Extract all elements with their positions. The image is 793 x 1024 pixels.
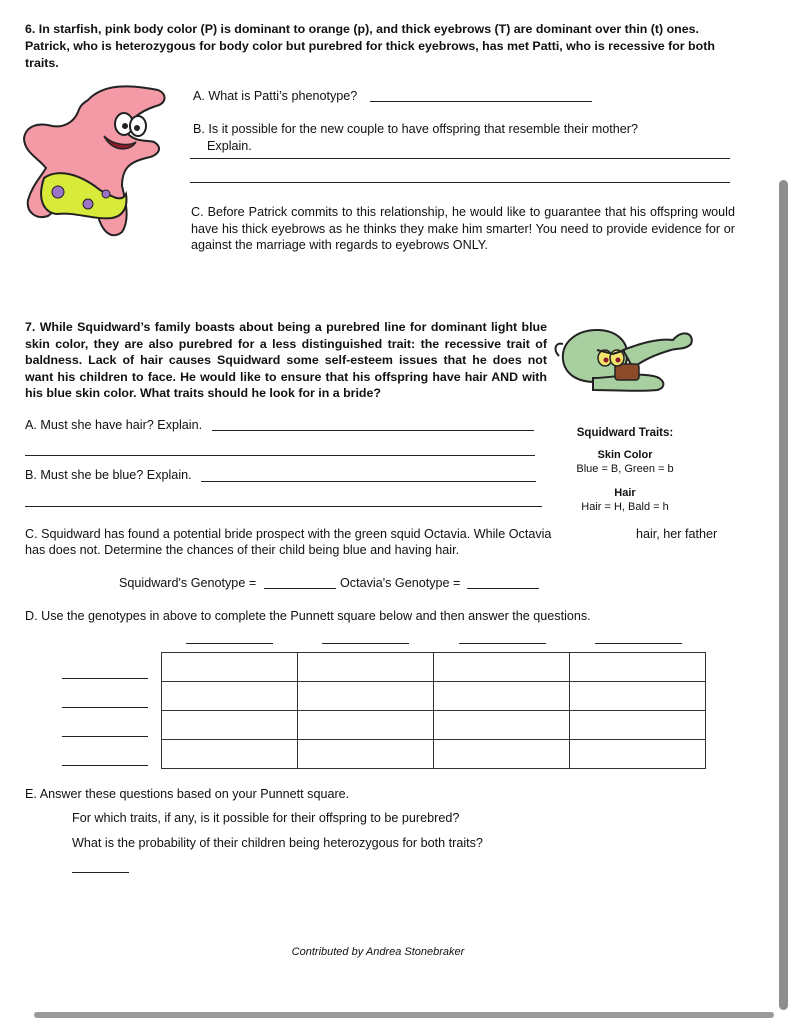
horizontal-scrollbar[interactable] (34, 1012, 774, 1018)
punnett-cell[interactable] (570, 711, 706, 740)
punnett-row (162, 740, 706, 769)
punnett-cell[interactable] (570, 740, 706, 769)
punnett-col-blank-2[interactable] (322, 643, 409, 644)
question-7e-1: For which traits, if any, is it possible for their offspring to be purebred? (72, 811, 460, 825)
question-7c-line1a: C. Squidward has found a potential bride prospect with the green squid Octavia. While Octavia (25, 527, 552, 541)
punnett-cell[interactable] (434, 682, 570, 711)
punnett-cell[interactable] (298, 682, 434, 711)
punnett-cell[interactable] (298, 653, 434, 682)
punnett-cell[interactable] (162, 711, 298, 740)
punnett-col-blank-1[interactable] (186, 643, 273, 644)
punnett-cell[interactable] (434, 653, 570, 682)
punnett-row (162, 682, 706, 711)
question-6a: A. What is Patti’s phenotype? (193, 89, 358, 103)
punnett-row (162, 653, 706, 682)
skin-color-values: Blue = B, Green = b (576, 463, 674, 475)
punnett-cell[interactable] (162, 682, 298, 711)
question-7b: B. Must she be blue? Explain. (25, 468, 192, 482)
hair-values: Hair = H, Bald = h (581, 501, 669, 513)
answer-line-6b-2[interactable] (190, 182, 730, 183)
answer-line-7e[interactable] (72, 872, 129, 873)
punnett-cell[interactable] (162, 740, 298, 769)
squidward-genotype-blank[interactable] (264, 588, 336, 589)
punnett-col-blank-4[interactable] (595, 643, 682, 644)
punnett-row-blank-3[interactable] (62, 736, 148, 737)
question-6-header: 6. In starfish, pink body color (P) is dominant to orange (p), and thick eyebrows (T) are dominant over thin (t) ones. Patrick, who is heterozygous for body color but purebred for thick eyebrows, has met Patti, who is recessive for both traits. (25, 22, 715, 70)
answer-line-6b-1[interactable] (190, 158, 730, 159)
hair-label: Hair (614, 487, 636, 499)
credit-line: Contributed by Andrea Stonebraker (291, 946, 465, 958)
traits-title: Squidward Traits: (576, 427, 674, 439)
punnett-row (162, 711, 706, 740)
vertical-scrollbar[interactable] (779, 180, 788, 1010)
skin-color-label: Skin Color (597, 449, 653, 461)
punnett-cell[interactable] (570, 653, 706, 682)
question-6c: C. Before Patrick commits to this relationship, he would like to guarantee that his offspring would have his thick eyebrows as he thinks they make him smarter! You need to provide evidence for or against the marriage with regards to eyebrows ONLY. (191, 205, 735, 253)
punnett-cell[interactable] (434, 711, 570, 740)
question-7a: A. Must she have hair? Explain. (25, 418, 203, 432)
answer-line-6a[interactable] (370, 101, 592, 102)
punnett-cell[interactable] (162, 653, 298, 682)
answer-line-7b-2[interactable] (25, 506, 542, 507)
question-7e: E. Answer these questions based on your Punnett square. (25, 787, 350, 801)
punnett-cell[interactable] (434, 740, 570, 769)
punnett-row-blank-1[interactable] (62, 678, 148, 679)
question-7c-line2: has does not. Determine the chances of their child being blue and having hair. (25, 543, 460, 557)
punnett-cell[interactable] (570, 682, 706, 711)
punnett-cell[interactable] (298, 740, 434, 769)
question-7d: D. Use the genotypes in above to complete the Punnett square below and then answer the questions. (25, 609, 591, 623)
punnett-col-blank-3[interactable] (459, 643, 546, 644)
squidward-genotype-label: Squidward's Genotype = (119, 576, 257, 590)
punnett-square (161, 652, 706, 769)
question-6b-line1: B. Is it possible for the new couple to have offspring that resemble their mother? (193, 122, 638, 136)
octavia-genotype-blank[interactable] (467, 588, 539, 589)
punnett-cell[interactable] (298, 711, 434, 740)
punnett-row-blank-2[interactable] (62, 707, 148, 708)
question-7c-line1b: hair, her father (636, 527, 718, 541)
punnett-row-blank-4[interactable] (62, 765, 148, 766)
octavia-genotype-label: Octavia's Genotype = (340, 576, 461, 590)
question-7-header: 7. While Squidward’s family boasts about being a purebred line for dominant light blue skin color, they are also purebred for a less distinguished trait: the recessive trait of baldness. Lack of hair causes Squidward some self-esteem issues that he does not want his children to face. He would like to ensure that his offspring have hair AND with his blue skin color. What traits should he look for in a bride? (25, 320, 547, 401)
squidward-illustration (553, 320, 698, 400)
answer-line-7a-2[interactable] (25, 455, 535, 456)
answer-line-7b-1[interactable] (201, 481, 536, 482)
patrick-starfish-illustration (18, 82, 168, 242)
question-7e-2: What is the probability of their children being heterozygous for both traits? (72, 836, 483, 850)
answer-line-7a-1[interactable] (212, 430, 534, 431)
question-6b-line2: Explain. (207, 139, 252, 153)
